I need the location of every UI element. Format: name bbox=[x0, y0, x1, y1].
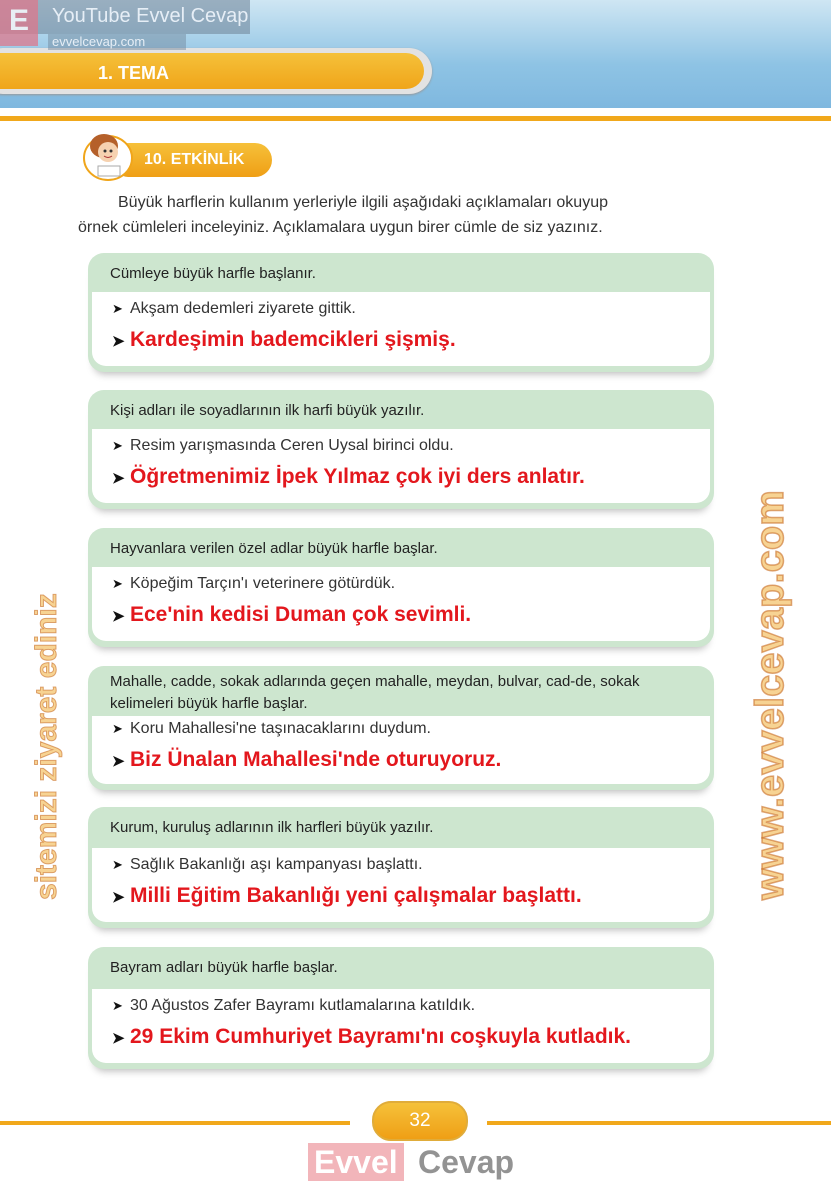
chevron-right-icon: ➤ bbox=[112, 753, 125, 770]
answer-sentence: Ece'nin kedisi Duman çok sevimli. bbox=[130, 603, 472, 626]
example-sentence: Koru Mahallesi'ne taşınacaklarını duydum. bbox=[130, 720, 431, 737]
chevron-right-icon: ➤ bbox=[112, 438, 123, 453]
diagonal-watermark-2: sitemizi ziyaret ediniz bbox=[30, 593, 63, 900]
example-sentence: Akşam dedemleri ziyarete gittik. bbox=[130, 300, 356, 317]
example-sentence: Sağlık Bakanlığı aşı kampanyası başlattı. bbox=[130, 856, 423, 873]
rule-text: Cümleye büyük harfle başlanır. bbox=[110, 265, 316, 282]
divider bbox=[0, 116, 831, 121]
chevron-right-icon: ➤ bbox=[112, 889, 125, 906]
example-sentence: Köpeğim Tarçın'ı veterinere götürdük. bbox=[130, 575, 396, 592]
answer-sentence: Milli Eğitim Bakanlığı yeni çalışmalar başlattı. bbox=[130, 884, 582, 907]
instruction-line: örnek cümleleri inceleyiniz. Açıklamalara uygun birer cümle de siz yazınız. bbox=[78, 219, 603, 236]
chevron-right-icon: ➤ bbox=[112, 576, 123, 591]
rule-text: Kişi adları ile soyadlarının ilk harfi büyük yazılır. bbox=[110, 402, 425, 419]
example-sentence: Resim yarışmasında Ceren Uysal birinci oldu. bbox=[130, 437, 454, 454]
chevron-right-icon: ➤ bbox=[112, 857, 123, 872]
rule-card bbox=[88, 807, 714, 928]
instruction-line: Büyük harflerin kullanım yerleriyle ilgili aşağıdaki açıklamaları okuyup bbox=[118, 194, 608, 211]
rule-card bbox=[88, 253, 714, 372]
instructions bbox=[78, 190, 758, 240]
rule-card bbox=[88, 528, 714, 647]
rule-card bbox=[88, 947, 714, 1069]
chevron-right-icon: ➤ bbox=[112, 721, 123, 736]
footer-watermark-right: Cevap bbox=[418, 1144, 515, 1180]
chevron-right-icon: ➤ bbox=[112, 470, 125, 487]
theme-label: 1. TEMA bbox=[98, 63, 170, 83]
rule-text: Bayram adları büyük harfle başlar. bbox=[110, 959, 338, 976]
theme-banner bbox=[0, 48, 432, 94]
channel-name: YouTube Evvel Cevap bbox=[52, 5, 249, 27]
answer-sentence: Kardeşimin bademcikleri şişmiş. bbox=[130, 328, 456, 351]
rule-card bbox=[88, 666, 714, 790]
chevron-right-icon: ➤ bbox=[112, 998, 123, 1013]
page-number: 32 bbox=[372, 1101, 468, 1141]
answer-sentence: Öğretmenimiz İpek Yılmaz çok iyi ders anlatır. bbox=[130, 465, 585, 488]
chevron-right-icon: ➤ bbox=[112, 1030, 125, 1047]
chevron-right-icon: ➤ bbox=[112, 608, 125, 625]
footer-divider bbox=[487, 1121, 831, 1125]
footer-watermark-left: Evvel bbox=[308, 1143, 404, 1181]
chevron-right-icon: ➤ bbox=[112, 301, 123, 316]
activity-badge bbox=[112, 143, 272, 177]
answer-sentence: Biz Ünalan Mahallesi'nde oturuyoruz. bbox=[130, 748, 502, 771]
activity-label: 10. ETKİNLİK bbox=[144, 151, 245, 168]
diagonal-watermark: www.evvelcevap.com bbox=[748, 490, 792, 900]
rule-text: Hayvanlara verilen özel adlar büyük harfle başlar. bbox=[110, 540, 438, 557]
answer-sentence: 29 Ekim Cumhuriyet Bayramı'nı coşkuyla kutladık. bbox=[130, 1025, 632, 1048]
rule-text: Mahalle, cadde, sokak adlarında geçen mahalle, meydan, bulvar, cad-de, sokak kelimeleri büyük harfle başlar. bbox=[110, 673, 640, 712]
rule-text: Kurum, kuruluş adlarının ilk harfleri büyük yazılır. bbox=[110, 819, 434, 836]
example-sentence: 30 Ağustos Zafer Bayramı kutlamalarına katıldık. bbox=[130, 997, 476, 1014]
rule-card bbox=[88, 390, 714, 509]
girl-illustration-icon bbox=[82, 128, 134, 182]
site-url: evvelcevap.com bbox=[48, 34, 186, 50]
footer-divider bbox=[0, 1121, 350, 1125]
chevron-right-icon: ➤ bbox=[112, 333, 125, 350]
logo-icon: E bbox=[0, 0, 38, 46]
